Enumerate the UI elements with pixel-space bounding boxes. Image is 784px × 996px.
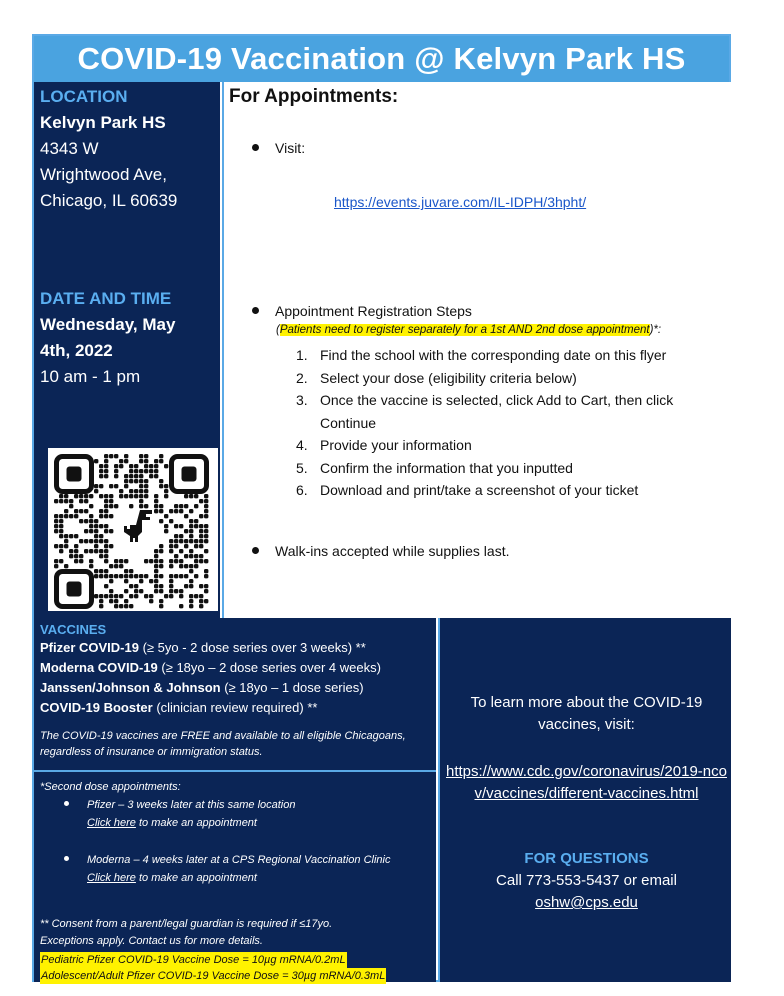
steps-bullet	[252, 303, 472, 319]
bullet-icon	[64, 801, 69, 806]
vaccine-item: Pfizer COVID-19 (≥ 5yo - 2 dose series over 3 weeks) **	[40, 640, 366, 655]
pfizer-second-dose: Pfizer – 3 weeks later at this same location Click here to make an appointment	[64, 796, 295, 832]
event-time: 10 am - 1 pm	[40, 367, 141, 386]
registration-link[interactable]: https://events.juvare.com/IL-IDPH/3hpht/	[334, 194, 587, 210]
visit-label: Visit:	[275, 140, 306, 156]
contact-panel	[438, 618, 731, 982]
step-item: 5. Confirm the information that you inputted	[296, 459, 573, 476]
questions-phone: Call 773-553-5437 or email	[496, 872, 677, 889]
second-dose-label: *Second dose appointments:	[40, 781, 181, 793]
bullet-icon	[252, 307, 259, 314]
step-item: 6. Download and print/take a screenshot of your ticket	[296, 482, 639, 498]
pediatric-dose-note: Pediatric Pfizer COVID-19 Vaccine Dose = 10µg mRNA/0.2mL	[41, 954, 346, 966]
registration-link-wrap	[334, 194, 586, 212]
note-highlight: Patients need to register separately for a 1st AND 2nd dose appointment	[279, 324, 650, 336]
step-item: 1. Find the school with the corresponding date on this flyer	[296, 347, 667, 363]
event-date-line-1: Wednesday, May	[40, 315, 176, 334]
date-time-block	[40, 288, 216, 390]
info-panel	[34, 82, 220, 618]
address-line-3: Chicago, IL 60639	[40, 191, 178, 210]
date-time-label: DATE AND TIME	[40, 289, 172, 308]
event-date-line-2: 4th, 2022	[40, 341, 113, 360]
walkins-text: Walk-ins accepted while supplies last.	[275, 543, 510, 559]
questions-label: FOR QUESTIONS	[524, 850, 649, 867]
bullet-icon	[252, 547, 259, 554]
free-vaccine-note: The COVID-19 vaccines are FREE and available to all eligible Chicagoans, regardless of insurance or immigration status.	[40, 730, 406, 758]
flyer-title: COVID-19 Vaccination @ Kelvyn Park HS	[34, 36, 729, 82]
step-item: 4. Provide your information	[296, 437, 472, 453]
vaccines-panel	[34, 618, 436, 982]
vaccine-item: COVID-19 Booster (clinician review required) **	[40, 700, 318, 715]
location-label: LOCATION	[40, 87, 128, 106]
moderna-second-dose: Moderna – 4 weeks later at a CPS Regional Vaccination Clinic Click here to make an appointment	[64, 851, 390, 887]
flyer	[32, 34, 731, 982]
step-item: 3. Once the vaccine is selected, click Add to Cart, then click Continue	[296, 392, 674, 431]
walkins-bullet	[252, 543, 509, 559]
adult-dose-note: Adolescent/Adult Pfizer COVID-19 Vaccine Dose = 30µg mRNA/0.3mL	[41, 970, 386, 982]
registration-steps	[296, 344, 726, 502]
vaccine-item: Moderna COVID-19 (≥ 18yo – 2 dose series over 4 weeks)	[40, 660, 381, 675]
address-line-2: Wrightwood Ave,	[40, 165, 167, 184]
qr-code-icon[interactable]	[48, 448, 218, 611]
steps-label: Appointment Registration Steps	[275, 303, 472, 319]
location-name: Kelvyn Park HS	[40, 113, 166, 132]
vaccine-item: Janssen/Johnson & Johnson (≥ 18yo – 1 dose series)	[40, 680, 364, 695]
bullet-icon	[252, 144, 259, 151]
separate-registration-note: (Patients need to register separately for a 1st AND 2nd dose appointment)*:	[276, 324, 662, 336]
vaccines-list-section	[34, 618, 436, 772]
learn-more-text: To learn more about the COVID-19 vaccines, visit:	[470, 694, 703, 733]
address-line-1: 4343 W	[40, 139, 99, 158]
questions-email-link[interactable]: oshw@cps.edu	[535, 894, 638, 911]
appointments-panel	[222, 82, 731, 618]
bullet-icon	[64, 856, 69, 861]
pfizer-click-here-link[interactable]: Click here	[87, 817, 136, 829]
step-item: 2. Select your dose (eligibility criteria below)	[296, 369, 577, 386]
vaccines-label: VACCINES	[40, 622, 107, 637]
appointments-title: For Appointments:	[229, 86, 399, 107]
visit-bullet	[252, 140, 305, 156]
cdc-link[interactable]: https://www.cdc.gov/coronavirus/2019-ncov/vaccines/different-vaccines.html	[446, 763, 727, 802]
consent-note: ** Consent from a parent/legal guardian is required if ≤17yo. Exceptions apply. Contact us for more details.	[40, 918, 333, 947]
moderna-click-here-link[interactable]: Click here	[87, 872, 136, 884]
